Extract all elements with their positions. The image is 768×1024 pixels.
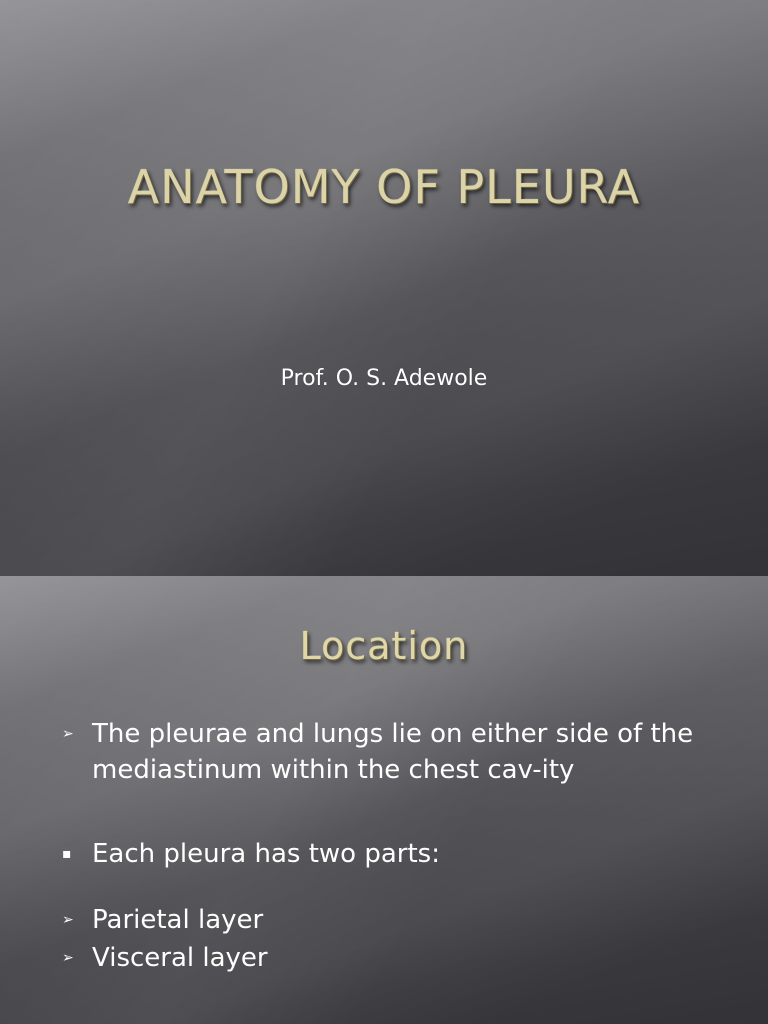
arrow-bullet-icon: ➢ xyxy=(62,726,74,742)
bullet-text: Each pleura has two parts: xyxy=(92,839,440,869)
bullet-item xyxy=(62,940,712,976)
location-slide xyxy=(0,576,768,1024)
slide-title: Location xyxy=(299,624,469,668)
slide-title: ANATOMY OF PLEURA xyxy=(127,160,641,214)
arrow-bullet-icon: ➢ xyxy=(62,950,74,966)
bullet-list xyxy=(62,716,712,976)
bullet-text: Visceral layer xyxy=(92,943,268,973)
author-subtitle: Prof. O. S. Adewole xyxy=(280,366,488,391)
bullet-item xyxy=(62,716,712,788)
square-bullet-icon: ▪ xyxy=(62,846,72,862)
bullet-text: The pleurae and lungs lie on either side of the mediastinum within the chest cav-ity xyxy=(92,719,694,785)
bullet-item xyxy=(62,836,712,872)
arrow-bullet-icon: ➢ xyxy=(62,912,74,928)
bullet-item xyxy=(62,902,712,938)
bullet-text: Parietal layer xyxy=(92,905,264,935)
